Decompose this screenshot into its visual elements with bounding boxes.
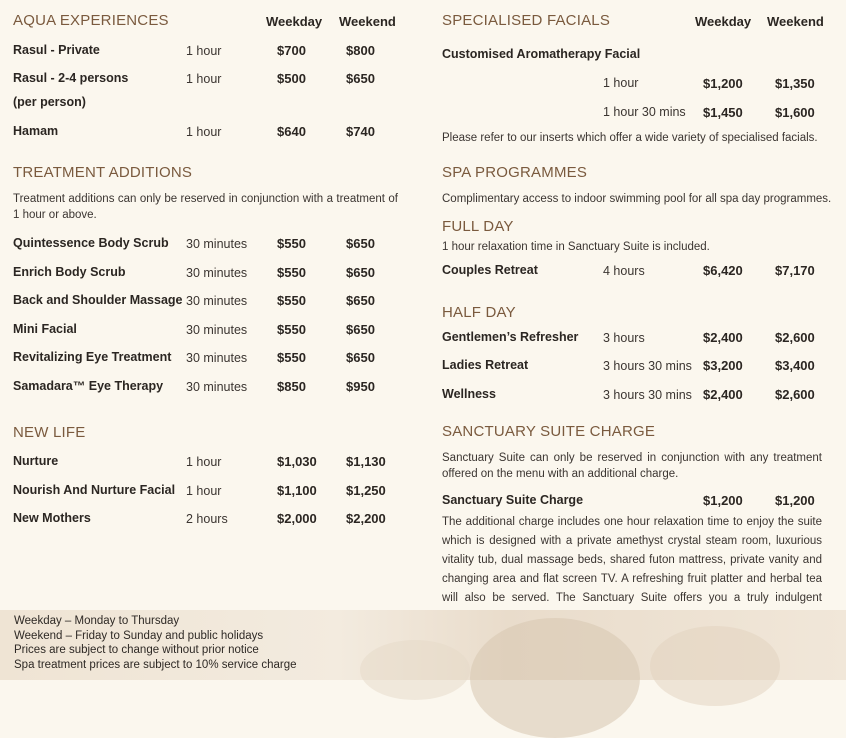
item-name: Nurture	[13, 454, 59, 468]
weekend-price: $950	[346, 379, 375, 394]
item-duration: 30 minutes	[186, 351, 248, 365]
item-duration: 30 minutes	[186, 380, 248, 394]
item-duration: 1 hour	[603, 76, 639, 90]
item-name: Samadara™ Eye Therapy	[13, 379, 164, 393]
weekday-price: $2,400	[703, 387, 743, 402]
sanctuary-title: SANCTUARY SUITE CHARGE	[442, 423, 656, 440]
item-name: Gentlemen’s Refresher	[442, 330, 579, 344]
weekday-price: $550	[277, 350, 306, 365]
background-decoration	[650, 626, 780, 706]
item-duration: 4 hours	[603, 264, 645, 278]
weekend-price: $7,170	[775, 263, 815, 278]
item-name: Rasul - Private	[13, 43, 100, 57]
weekday-price: $640	[277, 124, 306, 139]
newlife-title: NEW LIFE	[13, 424, 86, 441]
item-name: Quintessence Body Scrub	[13, 236, 169, 250]
item-duration: 1 hour	[186, 484, 222, 498]
weekend-price: $1,600	[775, 105, 815, 120]
item-duration: 1 hour 30 mins	[603, 105, 686, 119]
weekend-header: Weekend	[767, 14, 824, 29]
spa-note: Complimentary access to indoor swimming pool for all spa day programmes.	[442, 193, 832, 205]
weekday-price: $1,200	[703, 76, 743, 91]
item-duration: 2 hours	[186, 512, 228, 526]
weekend-price: $650	[346, 322, 375, 337]
item-duration: 3 hours 30 mins	[603, 359, 692, 373]
weekday-price: $1,200	[703, 493, 743, 508]
footer-line: Weekend – Friday to Sunday and public holidays	[14, 630, 264, 642]
aqua-title: AQUA EXPERIENCES	[13, 12, 169, 29]
footer-line: Prices are subject to change without prior notice	[14, 644, 259, 656]
weekend-price: $2,200	[346, 511, 386, 526]
weekday-header: Weekday	[695, 14, 752, 29]
footer-line: Weekday – Monday to Thursday	[14, 615, 180, 627]
weekend-price: $650	[346, 265, 375, 280]
weekday-price: $850	[277, 379, 306, 394]
weekend-price: $800	[346, 43, 375, 58]
spa-title: SPA PROGRAMMES	[442, 164, 588, 181]
weekend-price: $650	[346, 236, 375, 251]
item-name: Revitalizing Eye Treatment	[13, 350, 172, 364]
weekday-price: $1,100	[277, 483, 317, 498]
weekend-header: Weekend	[339, 14, 396, 29]
item-duration: 1 hour	[186, 72, 222, 86]
weekday-price: $700	[277, 43, 306, 58]
item-name: New Mothers	[13, 511, 91, 525]
weekday-price: $2,400	[703, 330, 743, 345]
background-decoration	[360, 640, 470, 700]
item-duration: 3 hours 30 mins	[603, 388, 692, 402]
weekend-price: $1,250	[346, 483, 386, 498]
footer-line: Spa treatment prices are subject to 10% service charge	[14, 659, 297, 671]
weekday-price: $1,030	[277, 454, 317, 469]
item-name: Wellness	[442, 387, 496, 401]
item-duration: 1 hour	[186, 44, 222, 58]
background-decoration	[470, 618, 640, 738]
item-name: Nourish And Nurture Facial	[13, 483, 176, 497]
item-duration: 30 minutes	[186, 237, 248, 251]
item-name-sub: (per person)	[13, 95, 86, 109]
item-name: Back and Shoulder Massage	[13, 293, 183, 307]
fullday-title: FULL DAY	[442, 218, 514, 235]
item-name: Enrich Body Scrub	[13, 265, 126, 279]
weekend-price: $2,600	[775, 387, 815, 402]
weekday-price: $500	[277, 71, 306, 86]
item-name: Rasul - 2-4 persons	[13, 71, 129, 85]
item-name: Couples Retreat	[442, 263, 538, 277]
weekday-price: $3,200	[703, 358, 743, 373]
weekend-price: $650	[346, 293, 375, 308]
weekday-price: $2,000	[277, 511, 317, 526]
item-duration: 30 minutes	[186, 323, 248, 337]
weekday-price: $6,420	[703, 263, 743, 278]
weekday-price: $550	[277, 236, 306, 251]
weekday-price: $550	[277, 293, 306, 308]
weekday-price: $550	[277, 265, 306, 280]
weekday-price: $1,450	[703, 105, 743, 120]
facials-title: SPECIALISED FACIALS	[442, 12, 611, 29]
weekend-price: $1,200	[775, 493, 815, 508]
weekend-price: $2,600	[775, 330, 815, 345]
item-name: Sanctuary Suite Charge	[442, 493, 584, 507]
item-name: Hamam	[13, 124, 59, 138]
weekend-price: $1,130	[346, 454, 386, 469]
item-name: Ladies Retreat	[442, 358, 529, 372]
weekday-header: Weekday	[266, 14, 323, 29]
item-duration: 30 minutes	[186, 266, 248, 280]
weekend-price: $650	[346, 350, 375, 365]
sanctuary-note: Sanctuary Suite can only be reserved in conjunction with any treatment offered on the menu with an additional charge.	[442, 452, 822, 480]
treatment-title: TREATMENT ADDITIONS	[13, 164, 193, 181]
halfday-title: HALF DAY	[442, 304, 516, 321]
item-duration: 1 hour	[186, 455, 222, 469]
item-name: Mini Facial	[13, 322, 77, 336]
weekday-price: $550	[277, 322, 306, 337]
weekend-price: $740	[346, 124, 375, 139]
item-duration: 30 minutes	[186, 294, 248, 308]
item-duration: 3 hours	[603, 331, 645, 345]
facials-note: Please refer to our inserts which offer a wide variety of specialised facials.	[442, 132, 818, 144]
weekend-price: $650	[346, 71, 375, 86]
treatment-note: Treatment additions can only be reserved in conjunction with a treatment of 1 hour or above.	[13, 193, 398, 221]
fullday-note: 1 hour relaxation time in Sanctuary Suite is included.	[442, 241, 710, 253]
weekend-price: $1,350	[775, 76, 815, 91]
item-duration: 1 hour	[186, 125, 222, 139]
facial-item-name: Customised Aromatherapy Facial	[442, 47, 641, 61]
weekend-price: $3,400	[775, 358, 815, 373]
sanctuary-description: The additional charge includes one hour relaxation time to enjoy the suite which is designed with a private amethyst crystal steam room, luxurious vitality tub, dual massage beds, shared futon mattress, private vanity and changing area and flat screen TV. A refreshing fruit platter and herbal tea will also be served. The Sanctuary Suite offers you a truly indulgent	[442, 516, 822, 604]
